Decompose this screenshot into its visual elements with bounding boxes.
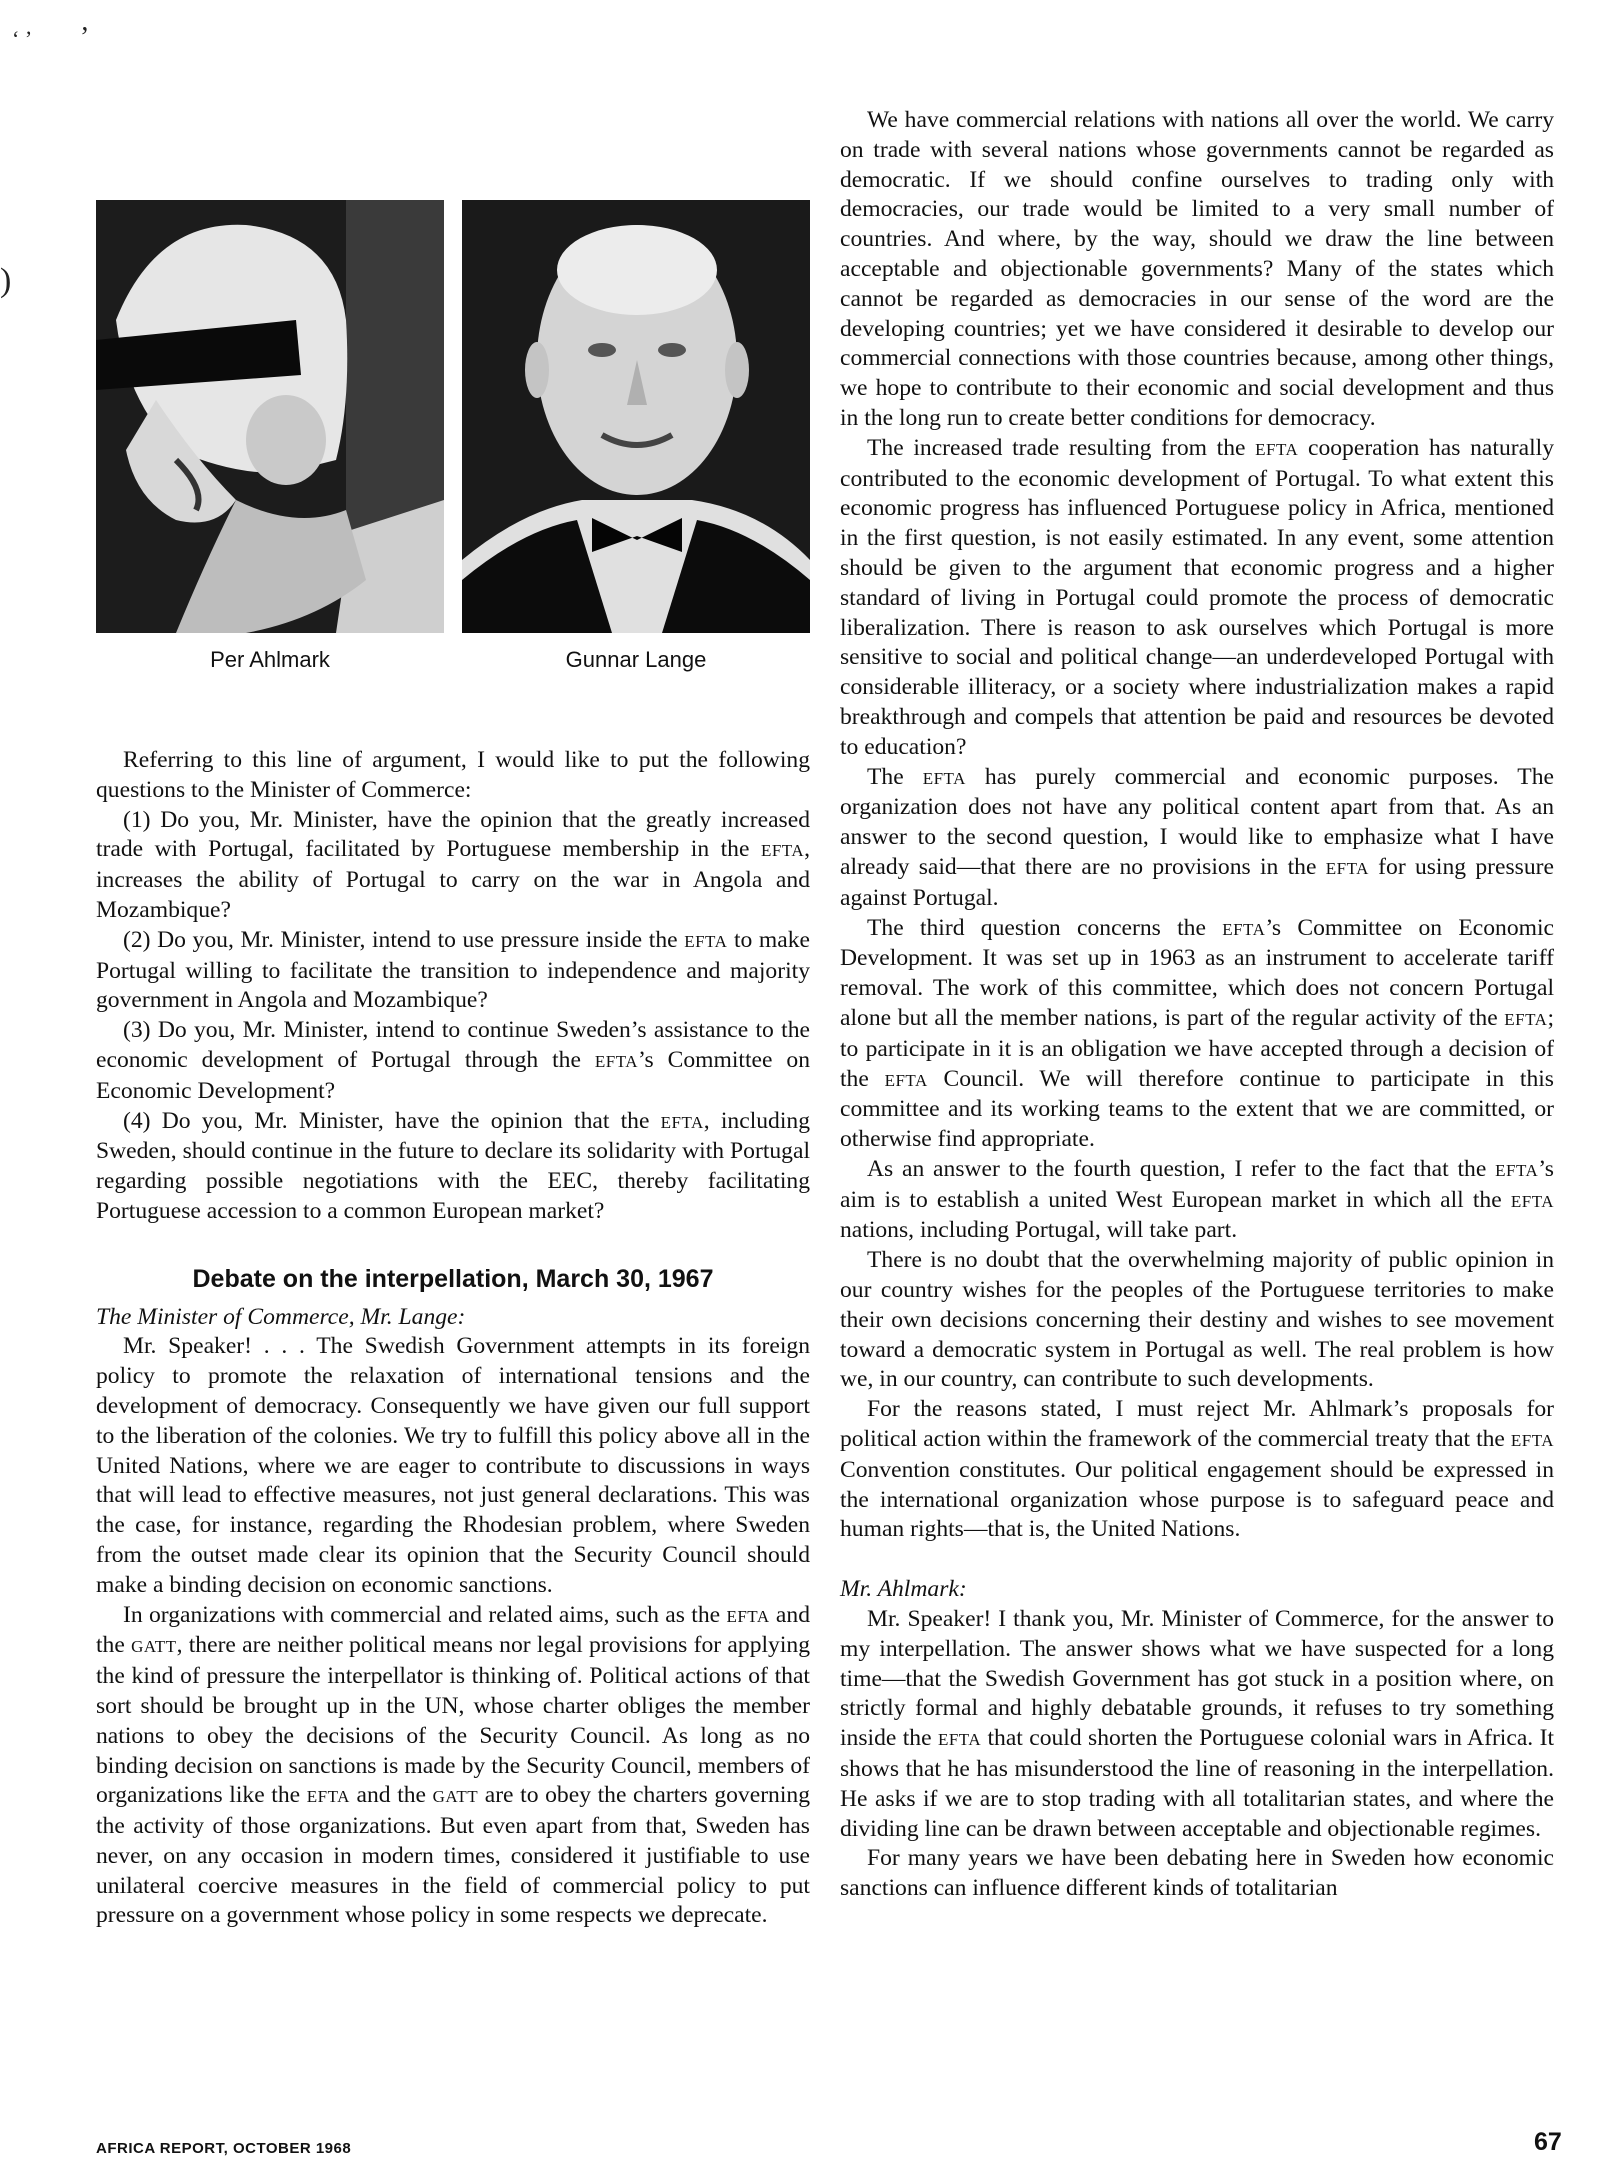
photo-caption-gunnar-lange: Gunnar Lange: [565, 647, 707, 672]
paragraph-right-7: For the reasons stated, I must reject Mr. Ahlmark’s proposals for political action within the framework of the commercial treaty that the EFTA Convention constitutes. Our political engagement should be expressed in the international organization whose purpose is to safeguard peace and human rights—that is, the United Nations.: [840, 1396, 1554, 1543]
photo-gunnar-lange: [462, 200, 810, 633]
photo-per-ahlmark: [96, 200, 444, 633]
speaker-lange: The Minister of Commerce, Mr. Lange:: [96, 1303, 466, 1330]
paragraph-right-6: There is no doubt that the overwhelming majority of public opinion in our country wishes for the peoples of the Portuguese territories to make their own decisions concerning their destiny and wishes to see movement toward a democratic system in Portugal as well. The real problem is how we, in our country, can contribute to such developments.: [840, 1247, 1554, 1393]
page-number: 67: [1534, 2128, 1562, 2156]
paragraph-ahlmark-2: For many years we have been debating here in Sweden how economic sanctions can influence different kinds of totalitarian: [840, 1845, 1554, 1902]
right-column: [840, 106, 1554, 1904]
paragraph-lange-1: Mr. Speaker! . . . The Swedish Government attempts in its foreign policy to promote the relaxation of international tensions and the development of democracy. Consequently we have given our full support to the liberation of the colonies. We try to fulfill this policy above all in the United Nations, where we are eager to contribute to discussions in ways that will lead to effective measures, not just general declarations. This was the case, for instance, regarding the Rhodesian problem, where Sweden from the outset made clear its opinion that the Security Council should make a binding decision on economic sanctions.: [96, 1333, 810, 1598]
paragraph-ahlmark-1: Mr. Speaker! I thank you, Mr. Minister of Commerce, for the answer to my interpellation. The answer shows what we have suspected for a long time—that the Swedish Government has got stuck in a position where, on strictly formal and highly debatable grounds, it refuses to try something inside the EFTA that could shorten the Portuguese colonial wars in Africa. It shows that he has misunderstood the line of reasoning in the interpellation. He asks if we are to stop trading with all totalitarian states, and where the dividing line can be drawn between acceptable and objectionable regimes.: [840, 1606, 1554, 1842]
paragraph-right-1: We have commercial relations with nations all over the world. We carry on trade with several nations whose governments cannot be regarded as democratic. If we should confine ourselves to trading only with democracies, our trade would be limited to a very small number of countries. And where, by the way, should we draw the line between acceptable and objectionable governments? Many of the states which cannot be regarded as democracies in our sense of the word are the developing countries; yet we have considered it desirable to develop our commercial connections with those countries because, among other things, we hope to contribute to their economic and social development and thus in the long run to create better conditions for democracy.: [840, 107, 1554, 431]
paragraph-lange-2: In organizations with commercial and related aims, such as the EFTA and the GATT, there are neither political means nor legal provisions for applying the kind of pressure the interpellator is thinking of. Political actions of that sort should be brought up in the UN, whose charter obliges the member nations to obey the decisions of the Security Council. As long as no binding decision on sanctions is made by the Security Council, members of organizations like the EFTA and the GATT are to obey the charters governing the activity of those organizations. But even apart from that, Sweden has never, on any occasion in modern times, considered it justifiable to use unilateral coercive measures in the field of commercial policy to put pressure on a government whose policy in some respects we deprecate.: [96, 1601, 811, 1929]
left-column: [96, 746, 810, 1931]
margin-mark-left-edge: ): [0, 262, 12, 299]
paragraph-right-5: As an answer to the fourth question, I refer to the fact that the EFTA’s aim is to establish a united West European market in which all the EFTA nations, including Portugal, will take part.: [840, 1155, 1554, 1244]
footer-publication: AFRICA REPORT, OCTOBER 1968: [96, 2140, 352, 2157]
paragraph-right-2: The increased trade resulting from the EFTA cooperation has naturally contributed to the economic development of Portugal. To what extent this economic progress has influenced Portuguese policy in Africa, mentioned in the first question, is not easily estimated. In any event, some attention should be given to the argument that economic progress and a higher standard of living in Portugal could promote the process of democratic liberalization. There is reason to ask ourselves which Portugal is more sensitive to social and political change—an underdeveloped Portugal with considerable illiteracy, or a society where industrialization makes a rapid breakthrough and compels that attention be paid and resources be devoted to education?: [840, 434, 1554, 760]
paragraph-question-4: (4) Do you, Mr. Minister, have the opinion that the EFTA, including Sweden, should continue in the future to declare its solidarity with Portugal regarding possible negotiations with the EEC, thereby facilitating Portuguese accession to a common European market?: [96, 1107, 811, 1224]
paragraph-question-2: (2) Do you, Mr. Minister, intend to use pressure inside the EFTA to make Portugal willing to facilitate the transition to independence and majority government in Angola and Mozambique?: [96, 926, 810, 1014]
paragraph-intro: Referring to this line of argument, I would like to put the following questions to the Minister of Commerce:: [96, 747, 810, 803]
margin-mark-top-left: ʻ ’: [12, 26, 33, 51]
photo-gunnar-lange-figure: [462, 200, 810, 673]
photo-per-ahlmark-figure: [96, 200, 444, 673]
paragraph-question-3: (3) Do you, Mr. Minister, intend to continue Sweden’s assistance to the economic development of Portugal through the EFTA’s Committee on Economic Development?: [96, 1017, 810, 1104]
speaker-ahlmark: Mr. Ahlmark:: [840, 1576, 967, 1603]
margin-mark-top-left-2: ’: [80, 22, 90, 53]
paragraph-right-3: The EFTA has purely commercial and economic purposes. The organization does not have any political content apart from that. As an answer to the second question, I would like to emphasize what I have already said—that there are no provisions in the EFTA for using pressure against Portugal.: [840, 763, 1554, 911]
paragraph-right-4: The third question concerns the EFTA’s Committee on Economic Development. It was set up in 1963 as an instrument to accelerate tariff removal. The work of this committee, which does not concern Portugal alone but all the member nations, is part of the regular activity of the EFTA; to participate in it is an obligation we have accepted through a decision of the EFTA Council. We will therefore continue to participate in this committee and its working teams to the extent that we are committed, or otherwise find appropriate.: [840, 914, 1554, 1153]
photo-caption-per-ahlmark: Per Ahlmark: [210, 647, 330, 672]
paragraph-question-1: (1) Do you, Mr. Minister, have the opinion that the greatly increased trade with Portugal, facilitated by Portuguese membership in the EFTA, increases the ability of Portugal to carry on the war in Angola and Mozambique?: [96, 806, 810, 923]
section-heading: Debate on the interpellation, March 30, 1967: [192, 1264, 714, 1293]
